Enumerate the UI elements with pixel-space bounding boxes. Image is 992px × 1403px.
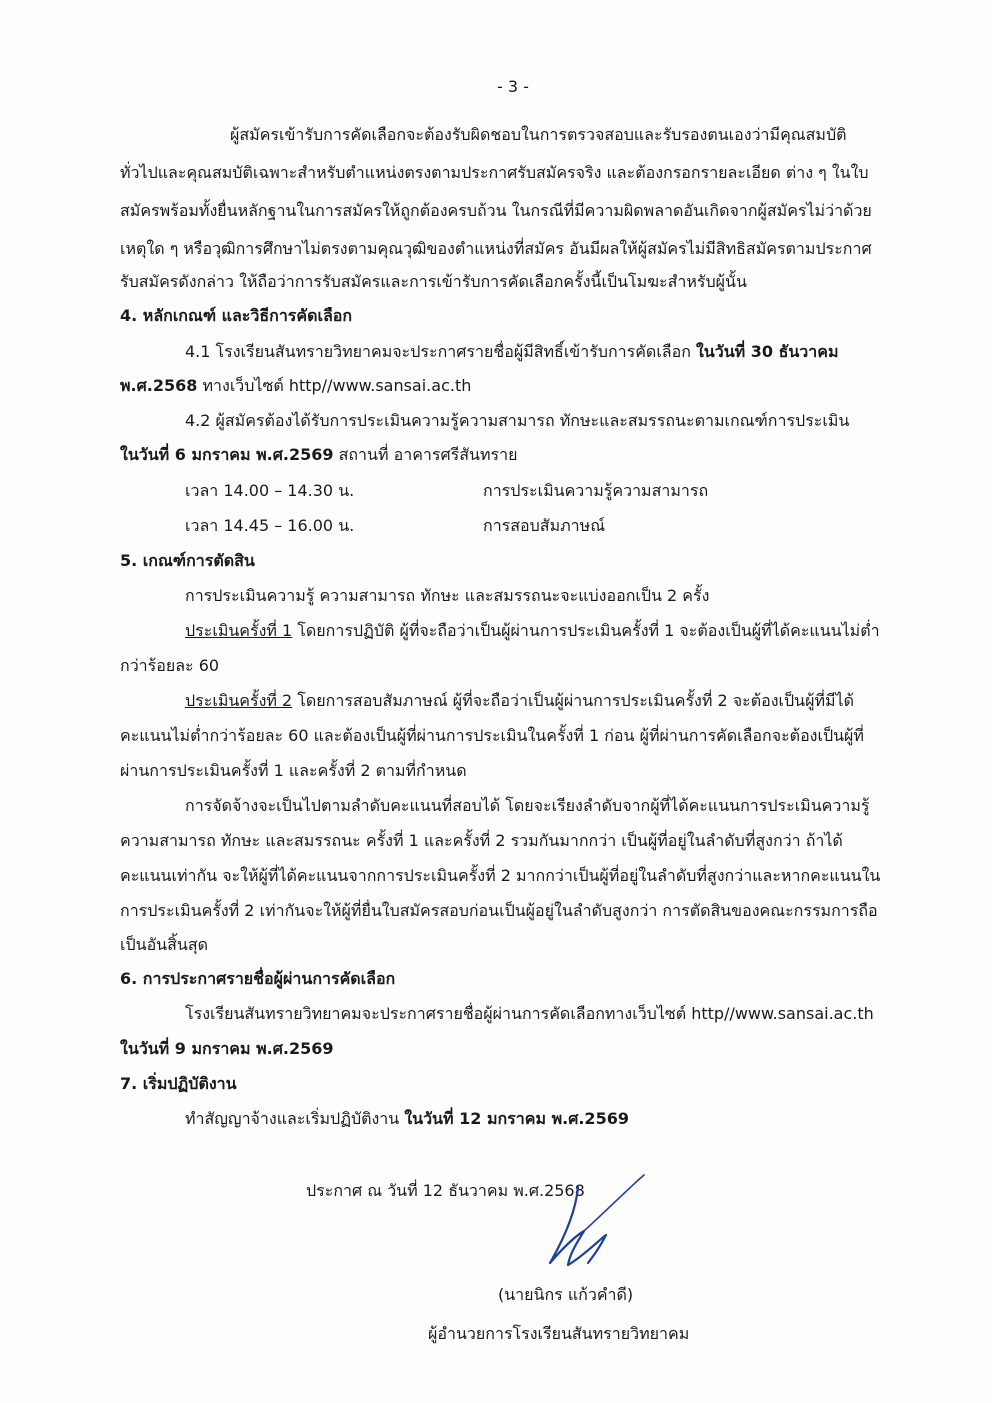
signatory-name: (นายนิกร แก้วคำดี) — [498, 1285, 634, 1304]
round-2-text: โดยการสอบสัมภาษณ์ ผู้ที่จะถือว่าเป็นผู้ผ่านการประเมินครั้งที่ 2 จะต้องเป็นผู้ที่มีได้ — [292, 691, 854, 710]
s7-text: ทำสัญญาจ้างและเริ่มปฏิบัติงาน — [185, 1109, 405, 1128]
section-6-heading: 6. การประกาศรายชื่อผู้ผ่านการคัดเลือก — [120, 969, 396, 988]
schedule-1-time: เวลา 14.00 – 14.30 น. — [185, 481, 355, 500]
section-4-1-line-1 — [185, 341, 839, 363]
round-1-text: โดยการปฏิบัติ ผู้ที่จะถือว่าเป็นผู้ผ่านการประเมินครั้งที่ 1 จะต้องเป็นผู้ที่ได้คะแนนไม่ต่ำ — [292, 621, 880, 640]
round-2-line-1 — [185, 690, 854, 712]
section-4-2-line-2 — [120, 444, 517, 466]
round-2-label: ประเมินครั้งที่ 2 — [185, 691, 293, 710]
hiring-line-3: คะแนนเท่ากัน จะให้ผู้ที่ได้คะแนนจากการประเมินครั้งที่ 2 มากกว่าเป็นผู้ที่อยู่ในลำดับที่สูงกว่าและหากคะแนนใน — [120, 866, 881, 885]
section-4-heading: 4. หลักเกณฑ์ และวิธีการคัดเลือก — [120, 306, 353, 325]
announcement-date: ประกาศ ณ วันที่ 12 ธันวาคม พ.ศ.2568 — [306, 1181, 585, 1200]
section-6-date: ในวันที่ 9 มกราคม พ.ศ.2569 — [120, 1039, 334, 1058]
s42-date: ในวันที่ 6 มกราคม พ.ศ.2569 — [120, 445, 334, 464]
s41-date: ในวันที่ 30 ธันวาคม — [695, 342, 839, 361]
hiring-line-4: การประเมินครั้งที่ 2 เท่ากันจะให้ผู้ที่ยื่นใบสมัครสอบก่อนเป็นผู้อยู่ในลำดับสูงกว่า การตัดสินของคณะกรรมการถือ — [120, 901, 878, 920]
round-1-line-1 — [185, 620, 880, 642]
section-5-intro: การประเมินความรู้ ความสามารถ ทักษะ และสมรรถนะจะแบ่งออกเป็น 2 ครั้ง — [185, 586, 710, 605]
section-4-2-line-1: 4.2 ผู้สมัครต้องได้รับการประเมินความรู้ความสามารถ ทักษะและสมรรถนะตามเกณฑ์การประเมิน — [185, 411, 850, 430]
round-1-label: ประเมินครั้งที่ 1 — [185, 621, 293, 640]
s41-text: 4.1 โรงเรียนสันทรายวิทยาคมจะประกาศรายชื่อผู้มีสิทธิ์เข้ารับการคัดเลือก — [185, 342, 696, 361]
s7-date: ในวันที่ 12 มกราคม พ.ศ.2569 — [404, 1109, 629, 1128]
schedule-1-activity: การประเมินความรู้ความสามารถ — [483, 481, 709, 500]
intro-line-4: เหตุใด ๆ หรือวุฒิการศึกษาไม่ตรงตามคุณวุฒิของตำแหน่งที่สมัคร อันมีผลให้ผู้สมัครไม่มีสิทธิสมัครตามประกาศ — [120, 239, 872, 258]
section-5-heading: 5. เกณฑ์การตัดสิน — [120, 551, 255, 570]
hiring-line-5: เป็นอันสิ้นสุด — [120, 935, 208, 954]
section-7-line — [185, 1108, 629, 1130]
section-4-1-line-2 — [120, 375, 471, 397]
section-7-heading: 7. เริ่มปฏิบัติงาน — [120, 1074, 237, 1093]
round-2-line-2: คะแนนไม่ต่ำกว่าร้อยละ 60 และต้องเป็นผู้ที่ผ่านการประเมินในครั้งที่ 1 ก่อน ผู้ที่ผ่านการคัดเลือกจะต้องเป็นผู้ที่ — [120, 726, 864, 745]
s41-website: ทางเว็บไซต์ http//www.sansai.ac.th — [197, 376, 472, 395]
round-2-line-3: ผ่านการประเมินครั้งที่ 1 และครั้งที่ 2 ตามที่กำหนด — [120, 761, 467, 780]
page-number: - 3 - — [497, 77, 529, 96]
schedule-2-activity: การสอบสัมภาษณ์ — [483, 516, 606, 535]
hiring-line-2: ความสามารถ ทักษะ และสมรรถนะ ครั้งที่ 1 และครั้งที่ 2 รวมกันมากกว่า เป็นผู้ที่อยู่ในลำดับที่สูงกว่า ถ้าได้ — [120, 831, 843, 850]
intro-line-2: ทั่วไปและคุณสมบัติเฉพาะสำหรับตำแหน่งตรงตามประกาศรับสมัครจริง และต้องกรอกรายละเอียด ต่าง ๆ ในใบ — [120, 163, 869, 182]
signatory-title: ผู้อำนวยการโรงเรียนสันทรายวิทยาคม — [428, 1324, 690, 1343]
signature-image — [540, 1165, 650, 1275]
schedule-2-time: เวลา 14.45 – 16.00 น. — [185, 516, 355, 535]
intro-line-1: ผู้สมัครเข้ารับการคัดเลือกจะต้องรับผิดชอบในการตรวจสอบและรับรองตนเองว่ามีคุณสมบัติ — [230, 125, 847, 144]
intro-line-5: รับสมัครดังกล่าว ให้ถือว่าการรับสมัครและการเข้ารับการคัดเลือกครั้งนี้เป็นโมฆะสำหรับผู้นั้น — [120, 272, 747, 291]
round-1-line-2: กว่าร้อยละ 60 — [120, 656, 220, 675]
intro-line-3: สมัครพร้อมทั้งยื่นหลักฐานในการสมัครให้ถูกต้องครบถ้วน ในกรณีที่มีความผิดพลาดอันเกิดจากผู้สมัครไม่ว่าด้วย — [120, 201, 872, 220]
hiring-line-1: การจัดจ้างจะเป็นไปตามลำดับคะแนนที่สอบได้ โดยจะเรียงลำดับจากผู้ที่ได้คะแนนการประเมินความรู้ — [185, 796, 870, 815]
section-6-line-1: โรงเรียนสันทรายวิทยาคมจะประกาศรายชื่อผู้ผ่านการคัดเลือกทางเว็บไซต์ http//www.sansai.ac.th — [185, 1004, 874, 1023]
s41-year: พ.ศ.2568 — [120, 376, 198, 395]
s42-location: สถานที่ อาคารศรีสันทราย — [333, 445, 518, 464]
